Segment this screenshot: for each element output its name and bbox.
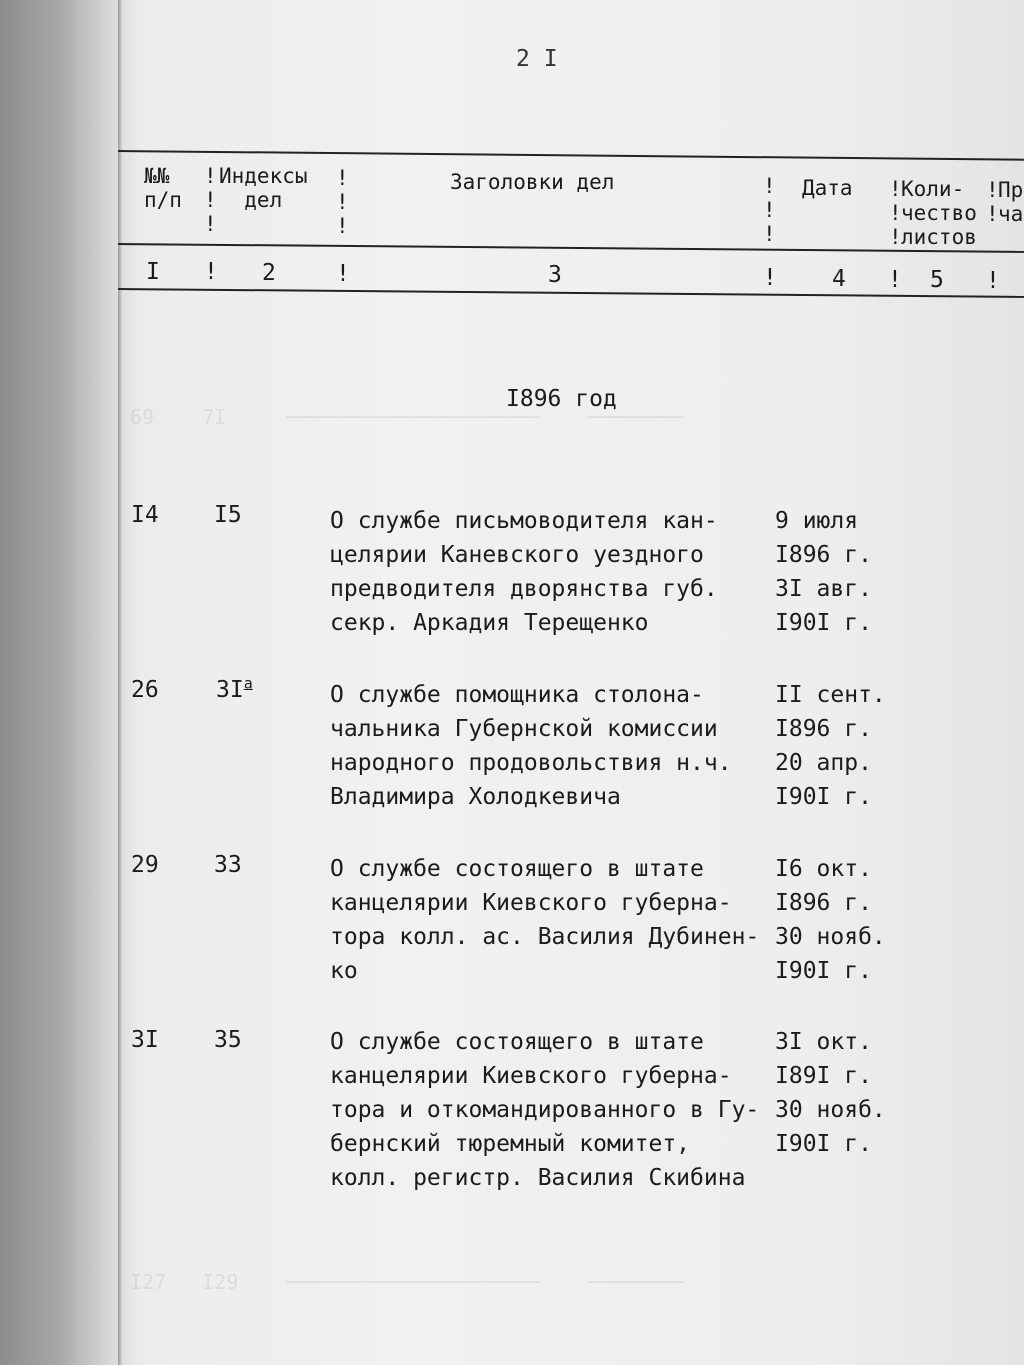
header-sep-1: ! ! ! — [204, 164, 217, 236]
table-top-rule — [118, 150, 1024, 161]
colnum-sep-4: ! — [888, 267, 902, 293]
colnum-5: 5 — [930, 267, 944, 293]
record-index — [216, 673, 253, 707]
header-sep-3: ! ! ! — [763, 174, 776, 246]
header-col-notes: Пр ча — [998, 178, 1024, 226]
header-col-sheets: Коли- чество листов — [901, 177, 977, 249]
bleed-through-text: I27 I29 ───────────────────── ──────── — [130, 1270, 684, 1294]
paper-edge — [118, 0, 122, 1365]
record-index-main: 3I — [216, 677, 244, 703]
colnum-4: 4 — [832, 266, 846, 292]
record-title: О службе состоящего в штате канцелярии Киевского губерна- тора и откомандированного в Гу- бернский тюремный комитет, колл. регистр. Василия Скибина — [330, 1029, 760, 1191]
header-sep-2: ! ! ! — [336, 166, 349, 238]
header-sep-4: ! ! ! — [889, 177, 902, 249]
header-col-title: Заголовки дел — [450, 170, 615, 194]
record-index: 33 — [214, 852, 242, 878]
record-dates: I6 окт. I896 г. 30 нояб. I90I г. — [775, 856, 886, 984]
page-number: 2 I — [516, 46, 558, 72]
record-index-superscript: а — [243, 674, 253, 693]
header-col-index: Индексы дел — [219, 164, 308, 212]
colnum-1: I — [146, 259, 160, 285]
header-col-number: №№ п/п — [144, 164, 182, 212]
header-sep-5: ! ! — [986, 178, 999, 226]
record-number: 26 — [131, 677, 159, 703]
record-title: О службе состоящего в штате канцелярии Киевского губерна- тора колл. ас. Василия Дубинен- ко — [330, 856, 760, 984]
colnum-sep-2: ! — [336, 261, 350, 287]
record-dates: 9 июля I896 г. 3I авг. I90I г. — [775, 508, 872, 636]
record-index: I5 — [214, 502, 242, 528]
record-number: I4 — [131, 502, 159, 528]
record-dates: 3I окт. I89I г. 30 нояб. I90I г. — [775, 1029, 886, 1157]
header-col-date: Дата — [802, 176, 853, 200]
record-index: 35 — [214, 1027, 242, 1053]
colnum-3: 3 — [548, 262, 562, 288]
colnum-sep-3: ! — [763, 265, 777, 291]
record-title: О службе помощника столона- чальника Губернской комиссии народного продовольствия н.ч. Владимира Холодкевича — [330, 682, 732, 810]
colnum-sep-1: ! — [204, 259, 218, 285]
colnum-2: 2 — [262, 260, 276, 286]
bleed-through-text: 69 7I ───────────────────── ──────── — [130, 405, 684, 429]
year-heading: I896 год — [506, 386, 617, 412]
colnum-sep-5: ! — [986, 268, 1000, 294]
record-number: 3I — [131, 1027, 159, 1053]
record-title: О службе письмоводителя кан- целярии Каневского уездного предводителя дворянства губ. секр. Аркадия Терещенко — [330, 508, 718, 636]
record-dates: II сент. I896 г. 20 апр. I90I г. — [775, 682, 886, 810]
record-number: 29 — [131, 852, 159, 878]
